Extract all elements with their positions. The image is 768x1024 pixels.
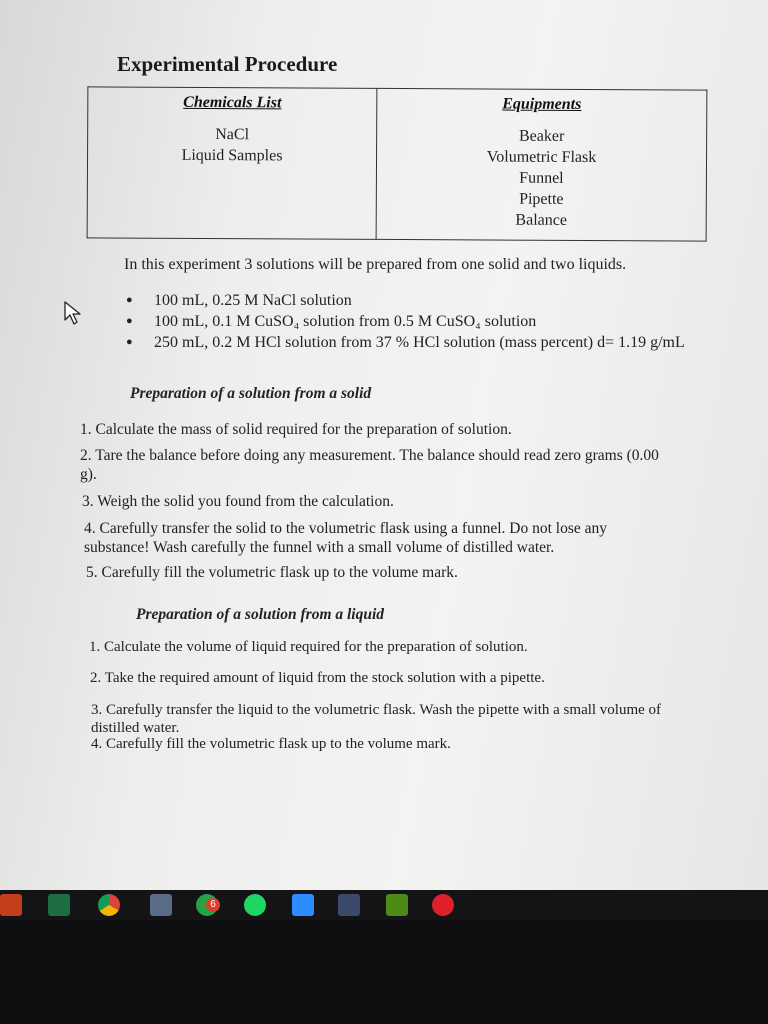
solid-step: substance! Wash carefully the funnel with a small volume of distilled water. — [84, 539, 555, 556]
powerpoint-icon[interactable] — [0, 894, 22, 916]
notification-badge: 6 — [206, 898, 220, 912]
equipment-item: Beaker — [518, 127, 565, 145]
chemical-item: Liquid Samples — [181, 146, 283, 165]
liquid-step: 3. Carefully transfer the liquid to the volumetric flask. Wash the pipette with a small volume of — [91, 702, 662, 718]
equipment-item: Volumetric Flask — [486, 148, 597, 167]
equipments-cell — [376, 88, 707, 241]
liquid-step: distilled water. — [91, 720, 180, 736]
solid-step: 5. Carefully fill the volumetric flask up to the volume mark. — [86, 564, 458, 581]
spotify-icon[interactable] — [244, 894, 266, 916]
liquid-section-title: Preparation of a solution from a liquid — [136, 606, 385, 623]
liquid-step: 4. Carefully fill the volumetric flask up to the volume mark. — [91, 736, 451, 752]
chemical-item: NaCl — [215, 126, 250, 144]
chrome-icon[interactable] — [98, 894, 120, 916]
solid-step: 1. Calculate the mass of solid required for the preparation of solution. — [80, 421, 512, 438]
excel-icon[interactable] — [48, 894, 70, 916]
list-item: ● 100 mL, 0.1 M CuSO₄ solution from 0.5 M CuSO₄ solution — [124, 311, 685, 332]
outlook-icon[interactable] — [150, 894, 172, 916]
chemicals-equipment-table — [87, 86, 708, 241]
liquid-step: 1. Calculate the volume of liquid required for the preparation of solution. — [89, 639, 528, 655]
list-item: ● 250 mL, 0.2 M HCl solution from 37 % HCl solution (mass percent) d= 1.19 g/mL — [124, 332, 685, 353]
monitor-bezel — [0, 920, 768, 1024]
nvidia-icon[interactable] — [386, 894, 408, 916]
list-item: ● 100 mL, 0.25 M NaCl solution — [124, 290, 685, 311]
zoom-icon[interactable] — [292, 894, 314, 916]
equipment-item: Balance — [515, 211, 568, 229]
steam-icon[interactable] — [338, 894, 360, 916]
solid-section-title: Preparation of a solution from a solid — [130, 385, 372, 402]
opera-icon[interactable] — [432, 894, 454, 916]
liquid-step: 2. Take the required amount of liquid from the stock solution with a pipette. — [90, 670, 545, 686]
solid-step: 4. Carefully transfer the solid to the volumetric flask using a funnel. Do not lose any — [84, 520, 608, 537]
equipments-header: Equipments — [502, 95, 582, 113]
solid-step: g). — [80, 466, 97, 483]
intro-text: In this experiment 3 solutions will be prepared from one solid and two liquids. — [124, 256, 627, 273]
chemicals-header: Chemicals List — [183, 93, 282, 112]
solid-step: 3. Weigh the solid you found from the calculation. — [82, 493, 394, 510]
equipment-item: Pipette — [519, 190, 564, 208]
solutions-list — [124, 290, 685, 353]
page-title: Experimental Procedure — [117, 52, 338, 76]
mouse-cursor-icon — [62, 300, 84, 326]
equipment-item: Funnel — [519, 169, 564, 187]
taskbar — [0, 890, 768, 920]
solid-step: 2. Tare the balance before doing any measurement. The balance should read zero grams (0.00 — [80, 447, 659, 464]
chemicals-cell — [87, 87, 377, 240]
